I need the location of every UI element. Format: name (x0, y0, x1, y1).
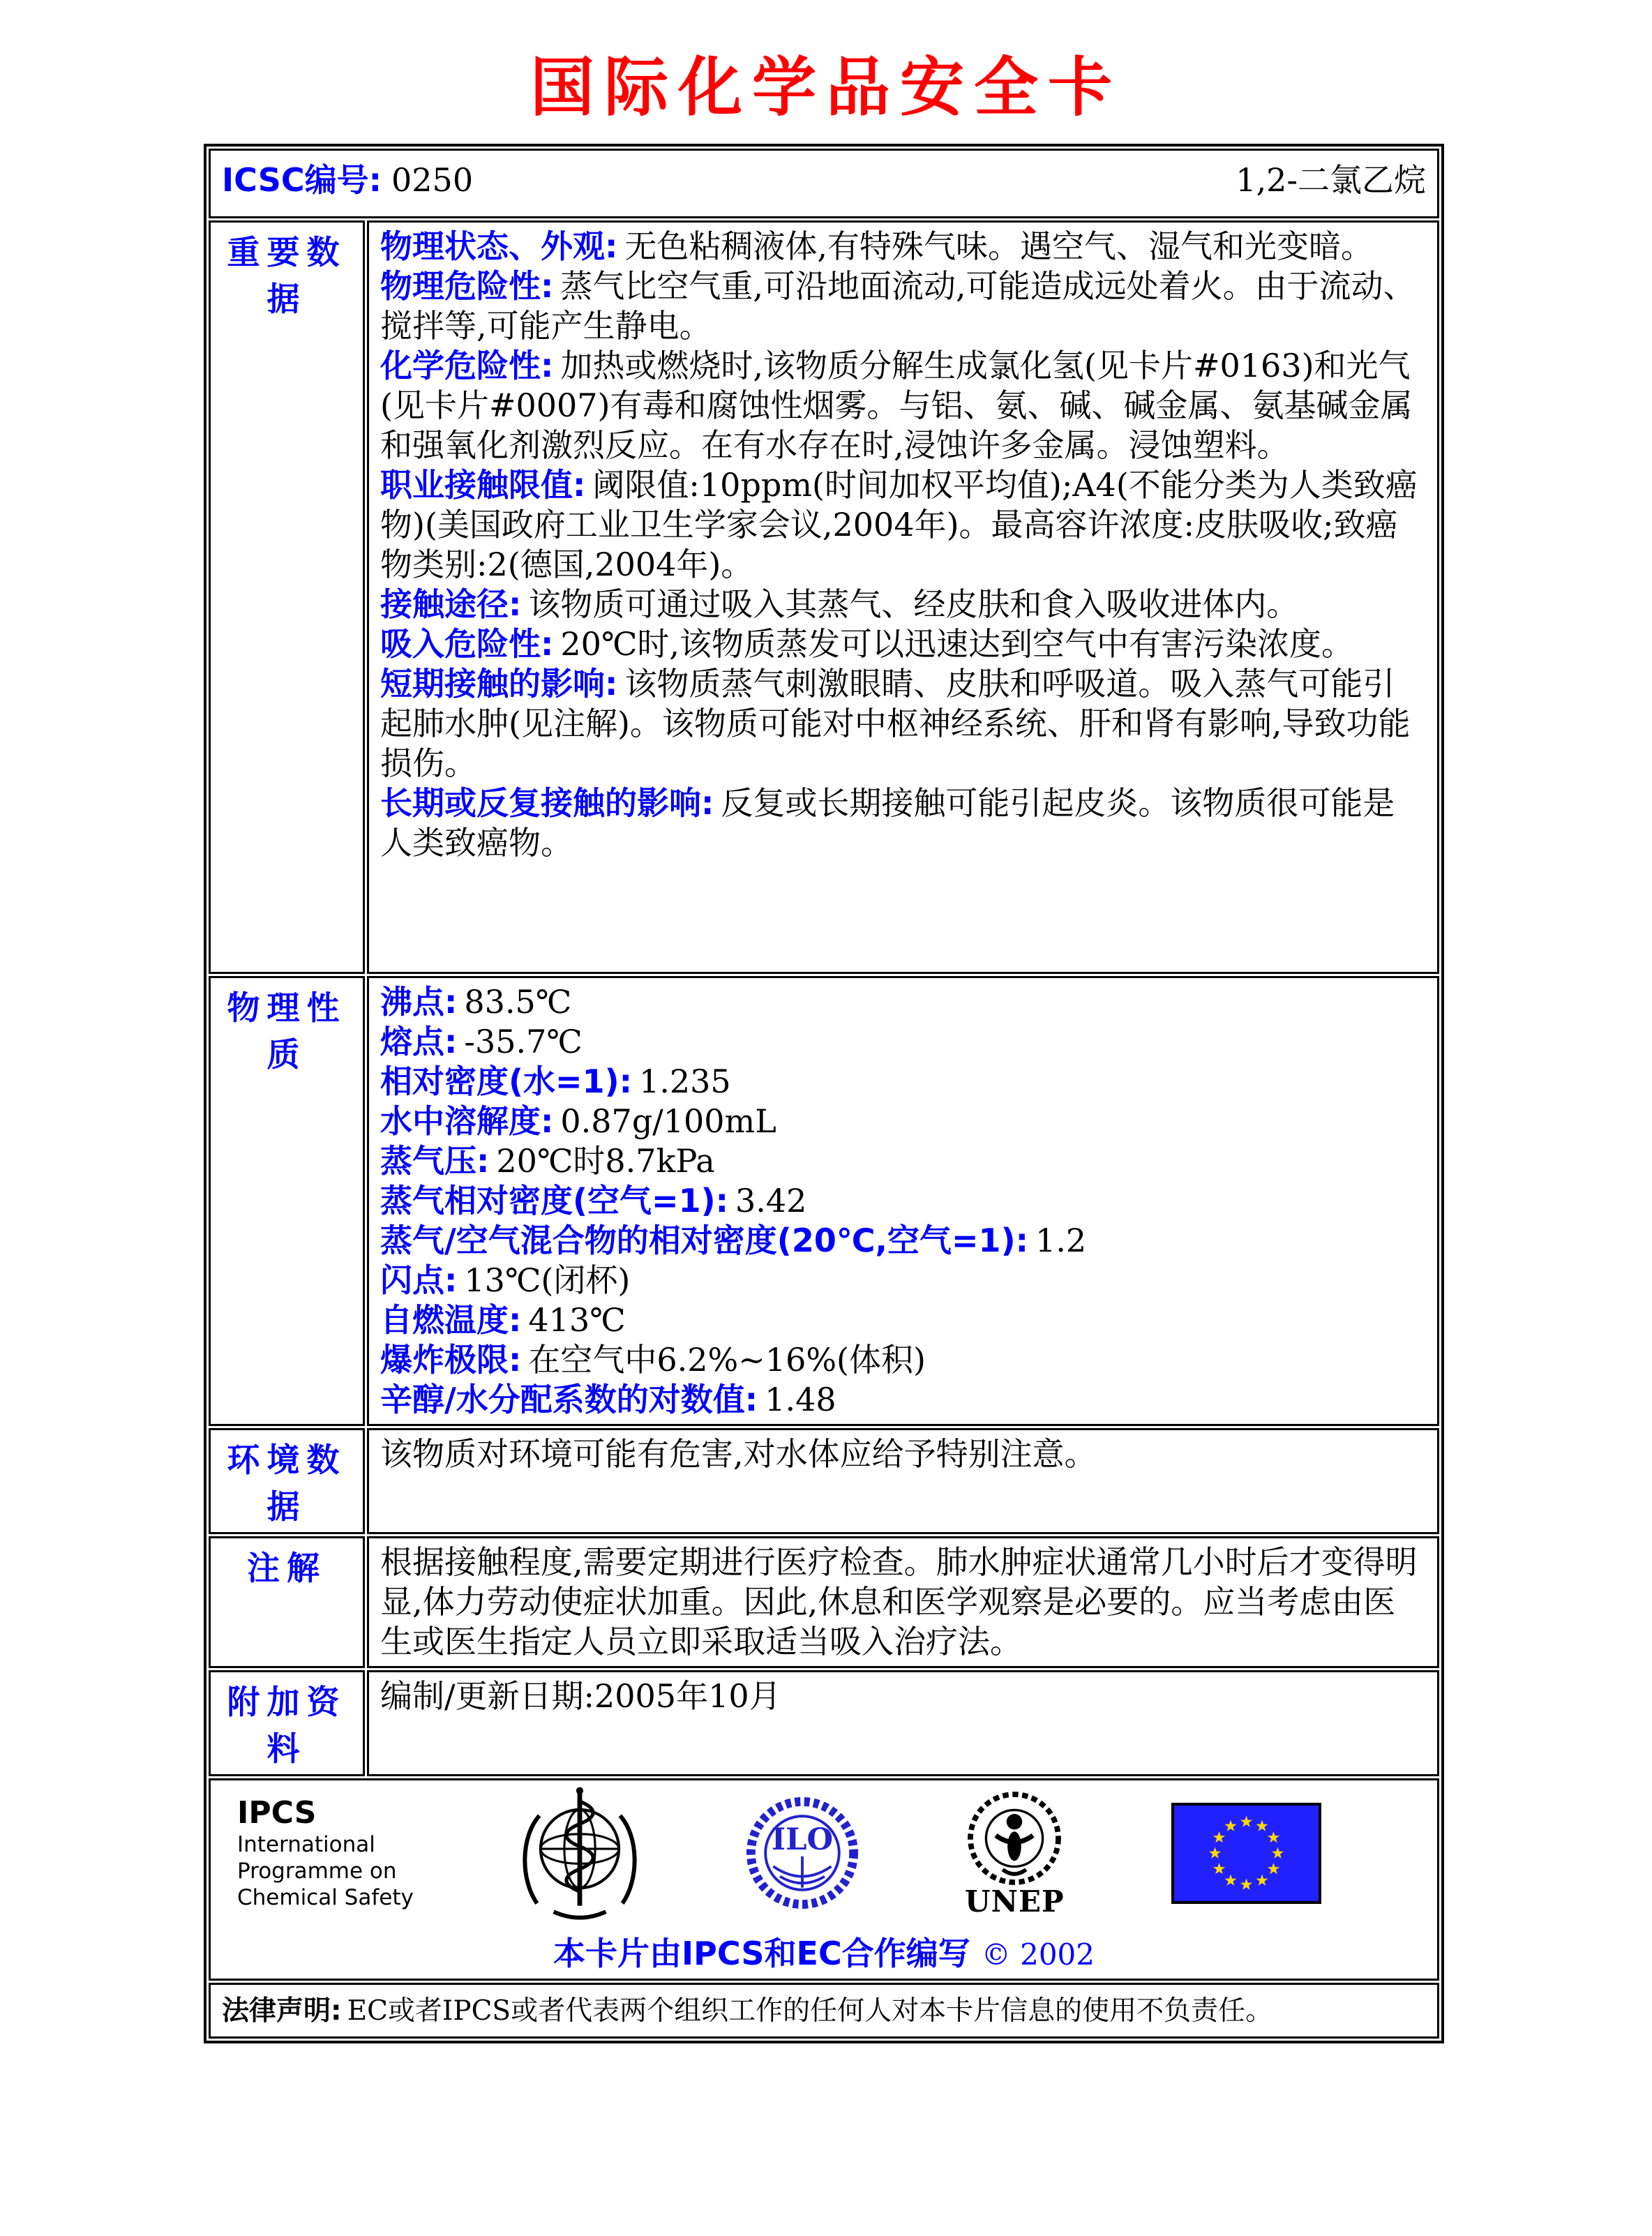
data-item (380, 783, 1426, 863)
item-text: 该物质可通过吸入其蒸气、经皮肤和食入吸收进体内。 (528, 585, 1299, 623)
section-label-important: 重要数据 (209, 220, 365, 974)
data-item (380, 1181, 1426, 1221)
item-label: 化学危险性: (380, 347, 554, 384)
icsc-number-group (222, 155, 473, 201)
notes-row (209, 1536, 1439, 1668)
physical-properties-cell (367, 976, 1439, 1426)
item-text: 阈限值:10ppm(时间加权平均值);A4(不能分类为人类致癌物)(美国政府工业卫生学家会议,2004年)。最高容许浓度:皮肤吸收;致癌物类别:2(德国,2004年)。 (380, 466, 1418, 583)
ilo-logo-icon (746, 1785, 858, 1921)
item-text: 83.5℃ (464, 983, 572, 1021)
item-label: 职业接触限值: (380, 466, 586, 504)
legal-cell (209, 1983, 1439, 2039)
ilo-letters: ILO (771, 1822, 833, 1858)
item-label: 蒸气/空气混合物的相对密度(20℃,空气=1): (380, 1222, 1028, 1259)
logos-row (209, 1778, 1439, 1981)
item-text: 在空气中6.2%~16%(体积) (528, 1341, 926, 1379)
data-item (380, 1141, 1426, 1181)
section-label-environment: 环境数据 (209, 1428, 365, 1534)
legal-text: EC或者IPCS或者代表两个组织工作的任何人对本卡片信息的使用不负责任。 (347, 1995, 1273, 2027)
legal-row (209, 1983, 1439, 2039)
important-data-cell (367, 220, 1439, 974)
data-item (380, 1340, 1426, 1380)
icsc-number-value: 0250 (391, 161, 474, 199)
item-label: 水中溶解度: (380, 1102, 554, 1140)
item-label: 自燃温度: (380, 1301, 522, 1339)
unep-logo-icon (964, 1789, 1065, 1919)
logos-cell (209, 1778, 1439, 1981)
data-item (380, 1380, 1426, 1420)
environment-row (209, 1428, 1439, 1534)
item-text: 13℃(闭杯) (464, 1261, 631, 1299)
item-label: 吸入危险性: (380, 625, 554, 663)
data-item (380, 1062, 1426, 1102)
section-label-notes: 注解 (209, 1536, 365, 1668)
legal-label: 法律声明: (222, 1995, 342, 2027)
data-item (380, 267, 1426, 346)
item-label: 蒸气相对密度(空气=1): (380, 1182, 728, 1220)
item-label: 闪点: (380, 1261, 458, 1299)
item-text: 0.87g/100mL (560, 1102, 776, 1140)
footer-copyright: © 2002 (981, 1937, 1095, 1972)
data-item (380, 1022, 1426, 1062)
environment-cell: 该物质对环境可能有危害,对水体应给予特别注意。 (367, 1428, 1439, 1534)
data-item (380, 664, 1426, 783)
important-data-row (209, 220, 1439, 974)
ipcs-line: Programme on (237, 1859, 397, 1884)
item-label: 物理状态、外观: (380, 227, 618, 265)
additional-info-cell: 编制/更新日期:2005年10月 (367, 1670, 1439, 1776)
header-cell (209, 149, 1439, 218)
ipcs-title: IPCS (237, 1795, 317, 1831)
item-label: 爆炸极限: (380, 1341, 522, 1379)
data-item (380, 1102, 1426, 1141)
item-text: 1.2 (1035, 1222, 1087, 1259)
notes-cell: 根据接触程度,需要定期进行医疗检查。肺水肿症状通常几小时后才变得明显,体力劳动使症状加重。因此,休息和医学观察是必要的。应当考虑由医生或医生指定人员立即采取适当吸入治疗法。 (367, 1536, 1439, 1668)
item-text: 20℃时,该物质蒸发可以迅速达到空气中有害污染浓度。 (560, 625, 1354, 663)
data-item (380, 465, 1426, 585)
data-item (380, 624, 1426, 664)
item-text: 蒸气比空气重,可沿地面流动,可能造成远处着火。由于流动、搅拌等,可能产生静电。 (380, 267, 1416, 345)
unep-label: UNEP (964, 1884, 1065, 1919)
ipcs-text-block (237, 1795, 414, 1911)
data-item (380, 585, 1426, 624)
item-text: 1.235 (639, 1063, 731, 1100)
item-label: 相对密度(水=1): (380, 1063, 632, 1100)
item-text: 3.42 (735, 1182, 807, 1220)
section-label-additional: 附加资料 (209, 1670, 365, 1776)
item-label: 接触途径: (380, 585, 522, 623)
data-item (380, 982, 1426, 1022)
item-label: 熔点: (380, 1023, 458, 1060)
item-text: 该物质蒸气刺激眼睛、皮肤和呼吸道。吸入蒸气可能引起肺水肿(见注解)。该物质可能对中枢神经系统、肝和肾有影响,导致功能损伤。 (380, 665, 1411, 782)
data-item (380, 1300, 1426, 1340)
footer-caption (222, 1928, 1426, 1974)
section-label-physical: 物理性质 (209, 976, 365, 1426)
item-text: 413℃ (528, 1301, 626, 1339)
item-text: 20℃时8.7kPa (496, 1142, 715, 1180)
header-row (209, 149, 1439, 218)
item-label: 长期或反复接触的影响: (380, 784, 714, 822)
data-item (380, 1221, 1426, 1261)
item-label: 短期接触的影响: (380, 665, 618, 703)
physical-properties-row (209, 976, 1439, 1426)
page-title: 国际化学品安全卡 (530, 50, 1122, 125)
ipcs-line: International (237, 1832, 375, 1857)
data-item (380, 1261, 1426, 1300)
footer-caption-text: 本卡片由IPCS和EC合作编写 (553, 1935, 970, 1972)
item-label: 辛醇/水分配系数的对数值: (380, 1381, 758, 1418)
item-text: 1.48 (765, 1381, 836, 1418)
item-label: 沸点: (380, 983, 458, 1021)
item-text: -35.7℃ (464, 1023, 583, 1060)
chemical-name: 1,2-二氯乙烷 (1236, 161, 1426, 199)
item-text: 反复或长期接触可能引起皮炎。该物质很可能是人类致癌物。 (380, 784, 1395, 862)
item-text: 加热或燃烧时,该物质分解生成氯化氢(见卡片#0163)和光气(见卡片#0007)有毒和腐蚀性烟雾。与铝、氨、碱、碱金属、氨基碱金属和强氧化剂激烈反应。在有水存在时,浸蚀许多金属。浸蚀塑料。 (380, 347, 1413, 464)
ipcs-line: Chemical Safety (237, 1885, 414, 1910)
additional-info-row (209, 1670, 1439, 1776)
who-logo-icon (520, 1785, 639, 1921)
data-item (380, 227, 1426, 267)
item-label: 蒸气压: (380, 1142, 490, 1180)
icsc-card-table (204, 144, 1444, 2043)
eu-flag-icon (1171, 1803, 1321, 1904)
data-item (380, 346, 1426, 465)
item-text: 无色粘稠液体,有特殊气味。遇空气、湿气和光变暗。 (624, 227, 1374, 265)
item-label: 物理危险性: (380, 267, 554, 305)
icsc-number-label: ICSC编号: (222, 161, 382, 199)
